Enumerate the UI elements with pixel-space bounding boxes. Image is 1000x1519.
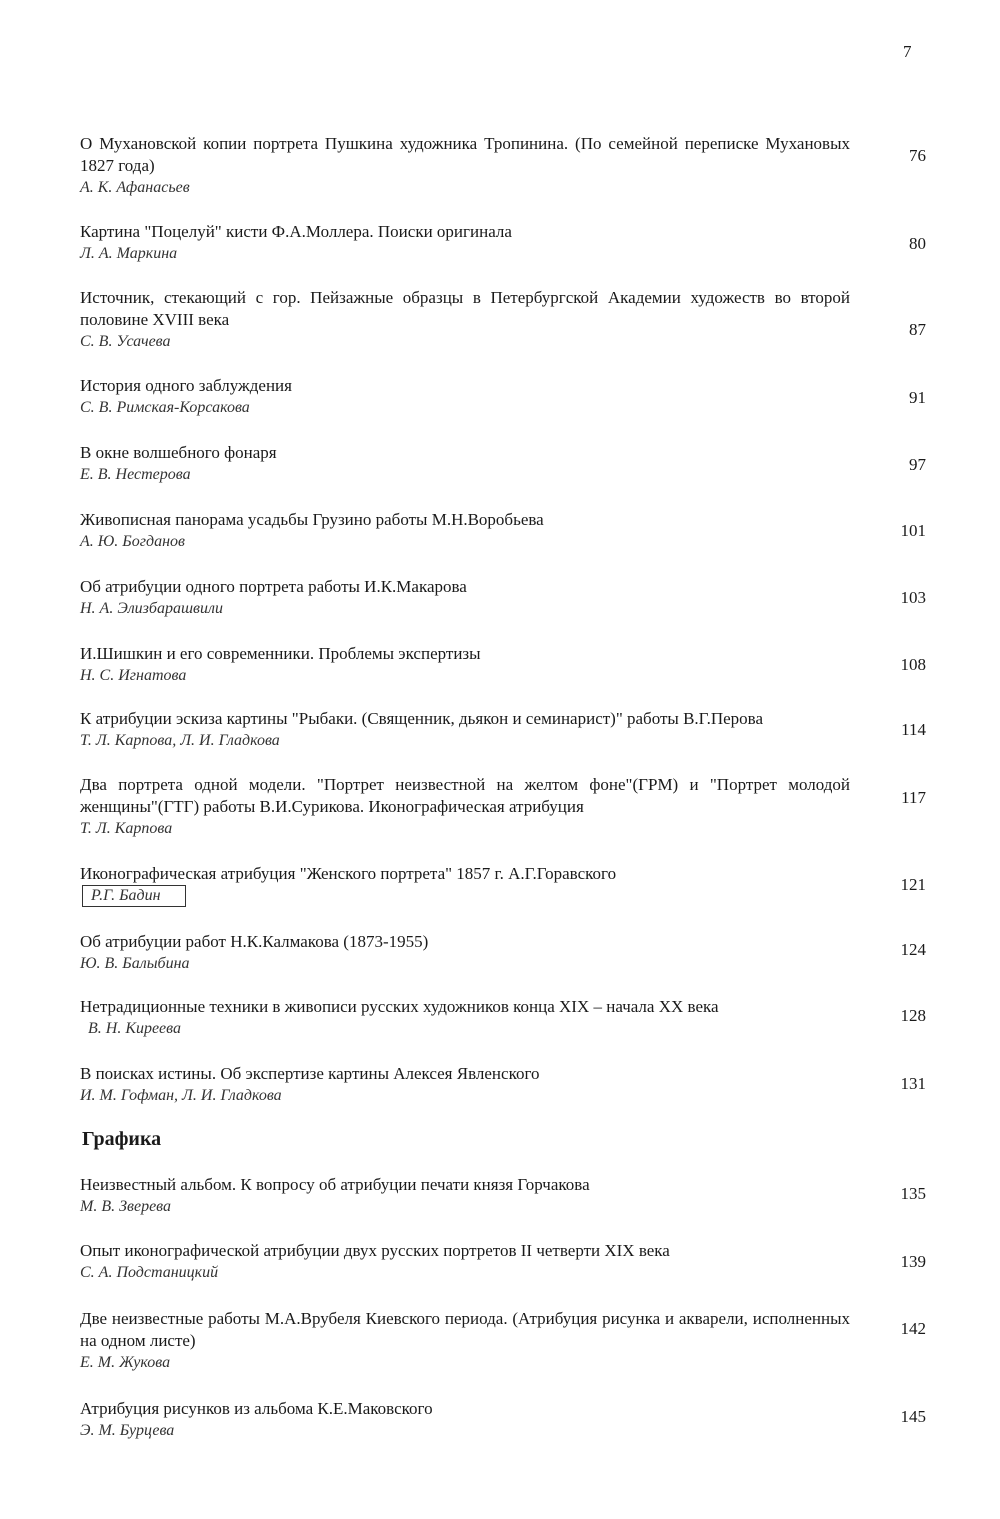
toc-entry[interactable] bbox=[80, 576, 940, 620]
toc-entry[interactable] bbox=[80, 375, 940, 419]
entry-page: 108 bbox=[900, 655, 926, 674]
entry-author: С. В. Усачева bbox=[80, 333, 171, 350]
entry-title: Источник, стекающий с гор. Пейзажные образцы в Петербургской Академии художеств во второй половине XVIII века bbox=[80, 288, 850, 329]
entry-author-boxed: Р.Г. Бадин bbox=[82, 885, 186, 907]
entry-page: 145 bbox=[900, 1407, 926, 1426]
entry-title: Атрибуция рисунков из альбома К.Е.Маковского bbox=[80, 1399, 433, 1418]
entry-title: В окне волшебного фонаря bbox=[80, 443, 277, 462]
entry-page: 103 bbox=[900, 588, 926, 607]
toc-entry[interactable] bbox=[80, 133, 940, 199]
entry-title: Об атрибуции работ Н.К.Калмакова (1873-1955) bbox=[80, 932, 429, 951]
toc-entry[interactable] bbox=[80, 442, 940, 486]
toc-entry[interactable] bbox=[80, 931, 940, 975]
entry-author: Т. Л. Карпова bbox=[80, 820, 173, 837]
entry-author: Ю. В. Балыбина bbox=[80, 955, 190, 972]
entry-title: Два портрета одной модели. "Портрет неизвестной на желтом фоне"(ГРМ) и "Портрет молодой женщины"(ГТГ) работы В.И.Сурикова. Иконографическая атрибуция bbox=[80, 775, 850, 816]
toc-entry[interactable] bbox=[80, 221, 940, 265]
entry-author: А. К. Афанасьев bbox=[80, 179, 190, 196]
entry-title: Картина "Поцелуй" кисти Ф.А.Моллера. Поиски оригинала bbox=[80, 222, 512, 241]
entry-title: Нетрадиционные техники в живописи русских художников конца XIX – начала XX века bbox=[80, 997, 719, 1016]
toc-entry[interactable] bbox=[80, 863, 940, 907]
entry-page: 114 bbox=[901, 720, 926, 739]
entry-page: 117 bbox=[901, 788, 926, 807]
toc-entry[interactable] bbox=[80, 1398, 940, 1442]
toc-entry[interactable] bbox=[80, 996, 940, 1040]
entry-author: Л. А. Маркина bbox=[80, 245, 178, 262]
toc-entry[interactable] bbox=[80, 287, 940, 353]
entry-author: Н. С. Игнатова bbox=[80, 667, 187, 684]
entry-title: И.Шишкин и его современники. Проблемы экспертизы bbox=[80, 644, 481, 663]
entry-author: С. В. Римская-Корсакова bbox=[80, 399, 250, 416]
section-heading: Графика bbox=[82, 1128, 162, 1150]
entry-author: А. Ю. Богданов bbox=[80, 533, 185, 550]
entry-page: 80 bbox=[909, 234, 926, 253]
entry-author: Н. А. Элизбарашвили bbox=[80, 600, 223, 617]
entry-page: 101 bbox=[900, 521, 926, 540]
entry-page: 76 bbox=[909, 146, 926, 165]
entry-title: В поисках истины. Об экспертизе картины Алексея Явленского bbox=[80, 1064, 540, 1083]
entry-title: История одного заблуждения bbox=[80, 376, 292, 395]
entry-page: 128 bbox=[900, 1006, 926, 1025]
entry-page: 87 bbox=[909, 320, 926, 339]
entry-title: Две неизвестные работы М.А.Врубеля Киевского периода. (Атрибуция рисунка и акварели, исполненных на одном листе) bbox=[80, 1309, 850, 1350]
entry-title: Опыт иконографической атрибуции двух русских портретов II четверти XIX века bbox=[80, 1241, 670, 1260]
entry-title: О Мухановской копии портрета Пушкина художника Тропинина. (По семейной переписке Мухановых 1827 года) bbox=[80, 134, 850, 175]
entry-page: 97 bbox=[909, 455, 926, 474]
entry-title: К атрибуции эскиза картины "Рыбаки. (Священник, дьякон и семинарист)" работы В.Г.Перова bbox=[80, 709, 764, 728]
entry-page: 142 bbox=[900, 1319, 926, 1338]
entry-author: Е. М. Жукова bbox=[80, 1354, 171, 1371]
entry-page: 131 bbox=[900, 1074, 926, 1093]
entry-page: 139 bbox=[900, 1252, 926, 1271]
entry-author: М. В. Зверева bbox=[80, 1198, 172, 1215]
entry-page: 91 bbox=[909, 388, 926, 407]
entry-title: Живописная панорама усадьбы Грузино работы М.Н.Воробьева bbox=[80, 510, 544, 529]
toc-entry[interactable] bbox=[80, 1240, 940, 1284]
toc-entry[interactable] bbox=[80, 643, 940, 687]
entry-author: Э. М. Бурцева bbox=[80, 1422, 175, 1439]
entry-page: 121 bbox=[900, 875, 926, 894]
entry-title: Иконографическая атрибуция "Женского портрета" 1857 г. А.Г.Горавского bbox=[80, 864, 617, 883]
toc-entry[interactable] bbox=[80, 1174, 940, 1218]
entry-title: Об атрибуции одного портрета работы И.К.Макарова bbox=[80, 577, 467, 596]
toc-entry[interactable] bbox=[80, 1063, 940, 1107]
entry-page: 135 bbox=[900, 1184, 926, 1203]
page-number: 7 bbox=[903, 42, 912, 61]
entry-author: В. Н. Киреева bbox=[88, 1020, 181, 1037]
toc-entry[interactable] bbox=[80, 509, 940, 553]
entry-page: 124 bbox=[900, 940, 926, 959]
entry-title: Неизвестный альбом. К вопросу об атрибуции печати князя Горчакова bbox=[80, 1175, 590, 1194]
entry-author: С. А. Подстаницкий bbox=[80, 1264, 219, 1281]
entry-author: Е. В. Нестерова bbox=[80, 466, 191, 483]
entry-author: Т. Л. Карпова, Л. И. Гладкова bbox=[80, 732, 280, 749]
entry-author: И. М. Гофман, Л. И. Гладкова bbox=[80, 1087, 282, 1104]
toc-entry[interactable] bbox=[80, 774, 940, 840]
toc-entry[interactable] bbox=[80, 1308, 940, 1374]
toc-entry[interactable] bbox=[80, 708, 940, 752]
